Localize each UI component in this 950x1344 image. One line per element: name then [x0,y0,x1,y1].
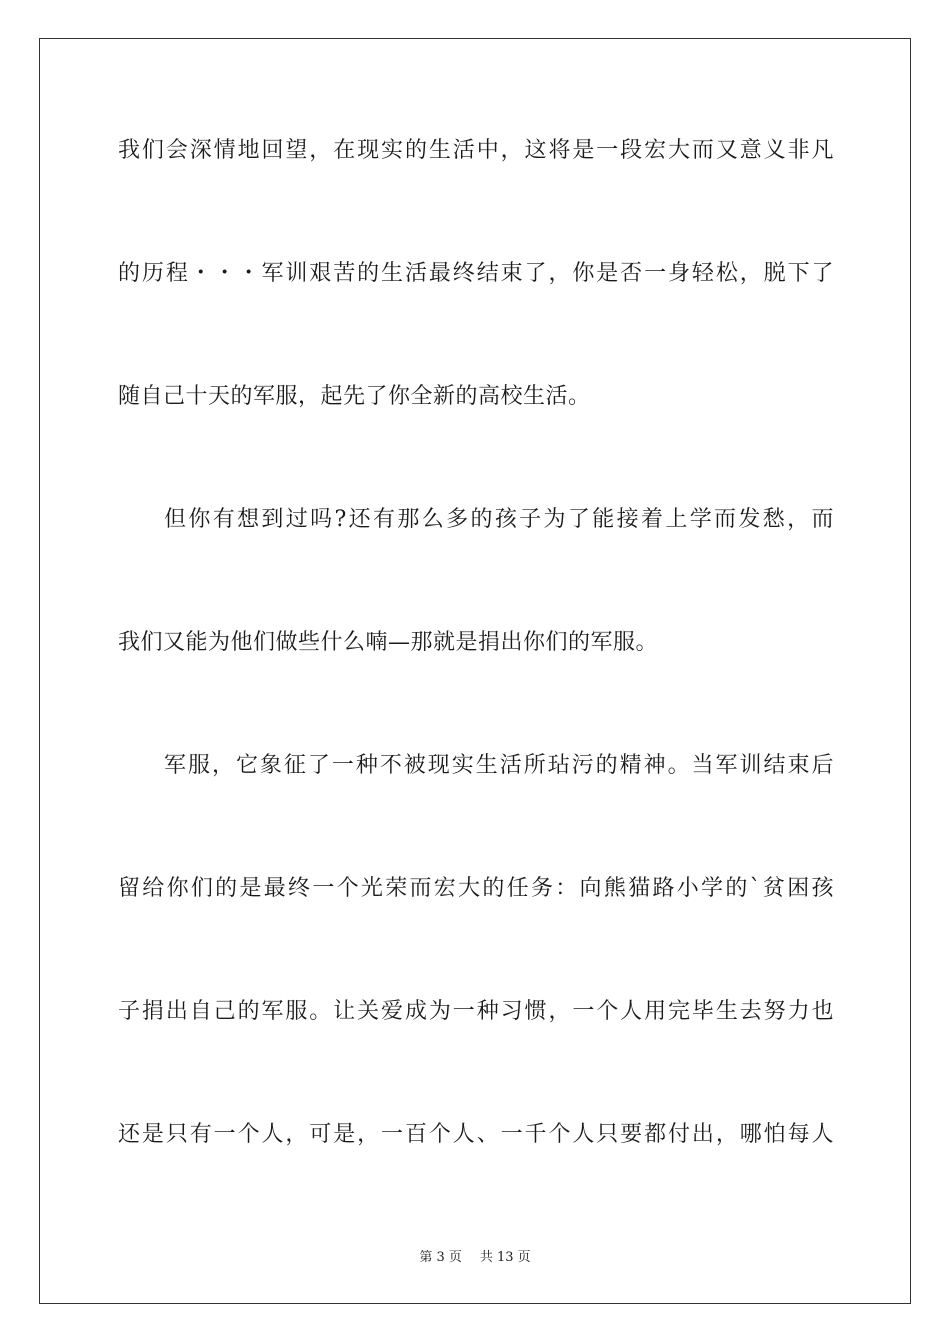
text-line-7: 留给你们的是最终一个光荣而宏大的任务：向熊猫路小学的`贫困孩 [118,876,834,901]
text-line-4: 但你有想到过吗?还有那么多的孩子为了能接着上学而发愁，而 [164,507,834,532]
text-line-2: 的历程・・・军训艰苦的生活最终结束了，你是否一身轻松，脱下了 [118,261,834,286]
text-line-5: 我们又能为他们做些什么喃—那就是捐出你们的军服。 [118,630,659,655]
page-number: 第 3 页 [419,1250,462,1265]
page-footer [0,1246,950,1265]
page-total: 共 13 页 [479,1250,531,1265]
text-line-6: 军服，它象征了一种不被现实生活所玷污的精神。当军训结束后 [164,753,834,778]
document-body [118,126,834,1233]
text-line-1: 我们会深情地回望，在现实的生活中，这将是一段宏大而又意义非凡 [118,138,834,163]
text-line-8: 子捐出自己的军服。让关爱成为一种习惯，一个人用完毕生去努力也 [118,999,834,1024]
text-line-9: 还是只有一个人，可是，一百个人、一千个人只要都付出，哪怕每人 [118,1122,834,1147]
text-line-3: 随自己十天的军服，起先了你全新的高校生活。 [118,384,591,409]
